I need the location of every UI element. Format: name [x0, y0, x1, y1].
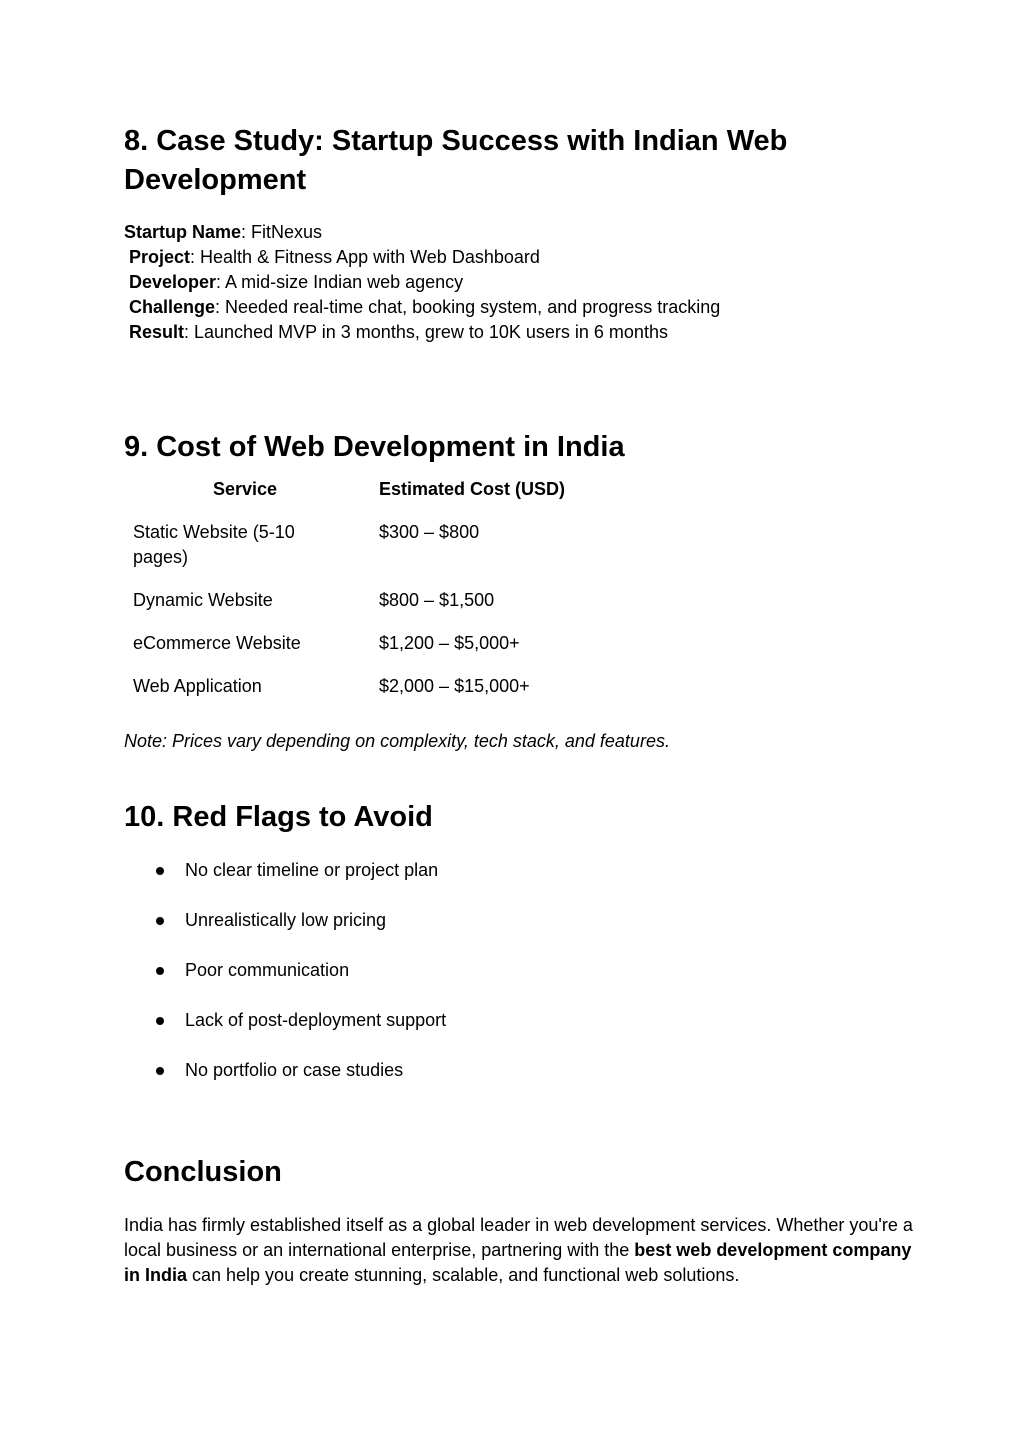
case-study-value: : Needed real-time chat, booking system, and progress tracking: [215, 297, 721, 317]
case-study-value: : Launched MVP in 3 months, grew to 10K users in 6 months: [184, 322, 668, 342]
case-study-heading: [124, 122, 787, 200]
case-study-value: : A mid-size Indian web agency: [216, 272, 464, 292]
case-study-label: Developer: [129, 272, 217, 292]
list-item-text: Lack of post-deployment support: [185, 1010, 447, 1030]
conclusion-heading: Conclusion: [124, 1156, 282, 1188]
cost-heading-wrap: [124, 428, 625, 467]
list-item-text: Unrealistically low pricing: [185, 910, 387, 930]
table-cell-cost: $800 – $1,500: [379, 590, 495, 610]
list-item-text: No clear timeline or project plan: [185, 860, 439, 880]
case-study-label: Challenge: [129, 297, 216, 317]
case-study-row-result: [124, 320, 720, 345]
case-study-row-challenge: [124, 295, 720, 320]
column-header-service: Service: [213, 479, 278, 499]
case-study-row-project: [124, 245, 720, 270]
case-study-label: Startup Name: [124, 222, 242, 242]
case-study-label: Result: [129, 322, 185, 342]
list-item-text: Poor communication: [185, 960, 350, 980]
cost-heading: 9. Cost of Web Development in India: [124, 431, 625, 463]
case-study-value: : FitNexus: [241, 222, 323, 242]
table-cell-service: Web Application: [133, 676, 262, 696]
case-study-heading-line1: 8. Case Study: Startup Success with Indian Web: [124, 125, 788, 157]
table-cell-service: Dynamic Website: [133, 590, 273, 610]
conclusion-link-text: best web development company in India: [124, 1240, 912, 1285]
case-study-value: : Health & Fitness App with Web Dashboard: [190, 247, 540, 267]
column-header-cost: Estimated Cost (USD): [379, 479, 566, 499]
conclusion-text-1: India has firmly established itself as a global leader in web development services. Whether you're a local business or an international enterprise, partnering with the: [124, 1215, 913, 1260]
red-flags-heading: 10. Red Flags to Avoid: [124, 801, 433, 833]
table-cell-cost: $1,200 – $5,000+: [379, 633, 520, 653]
table-cell-cost: $2,000 – $15,000+: [379, 676, 530, 696]
case-study-row-developer: [124, 270, 720, 295]
conclusion-heading-wrap: [124, 1153, 282, 1192]
bullet-icon: [156, 967, 164, 975]
case-study-row-startup: [124, 220, 720, 245]
service-line1: Static Website (5-10: [133, 522, 295, 542]
service-line2: pages): [133, 547, 189, 567]
table-cell-cost: $300 – $800: [379, 522, 480, 542]
bullet-icon: [156, 1067, 164, 1075]
red-flags-heading-wrap: [124, 798, 433, 837]
bullet-icon: [156, 1017, 164, 1025]
case-study-label: Project: [129, 247, 191, 267]
conclusion-paragraph: [124, 1213, 914, 1288]
case-study-heading-line2: Development: [124, 164, 307, 196]
table-cell-service: eCommerce Website: [133, 633, 301, 653]
bullet-icon: [156, 867, 164, 875]
table-cell-service: [133, 520, 295, 570]
cost-note: Note: Prices vary depending on complexity, tech stack, and features.: [124, 731, 670, 751]
bullet-icon: [156, 917, 164, 925]
list-item-text: No portfolio or case studies: [185, 1060, 404, 1080]
case-study-details: [124, 220, 720, 345]
conclusion-text-2: can help you create stunning, scalable, and functional web solutions.: [187, 1265, 740, 1285]
